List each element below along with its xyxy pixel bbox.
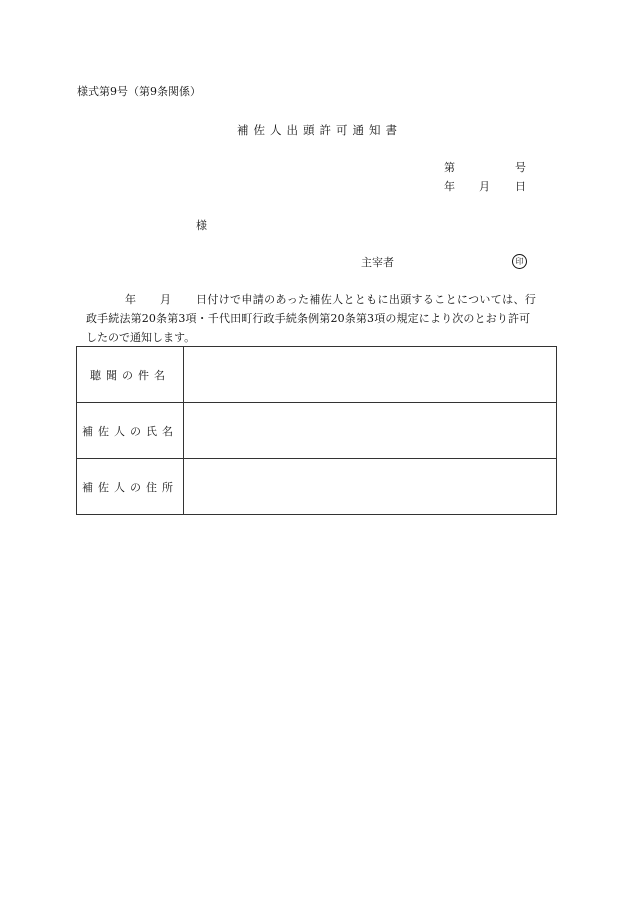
table-row (77, 459, 557, 515)
row-label: 聴聞の件名 (77, 347, 184, 403)
body-line-1: 日付けで申請のあった補佐人とともに出頭することについては、行 (196, 293, 537, 306)
date-month: 月 (479, 180, 490, 193)
body-line-3: したので通知します。 (86, 331, 196, 344)
form-number: 様式第9号（第9条関係） (77, 85, 201, 98)
row-value (184, 347, 557, 403)
seal-mark: 印 (512, 254, 527, 269)
date-year: 年 (444, 180, 455, 193)
table-row (77, 403, 557, 459)
table-row (77, 347, 557, 403)
body-month: 月 (160, 293, 171, 306)
issuer-label: 主宰者 (361, 256, 394, 269)
row-label: 補佐人の氏名 (77, 403, 184, 459)
info-table (76, 346, 557, 515)
body-year: 年 (125, 293, 136, 306)
date-day: 日 (515, 180, 526, 193)
row-label: 補佐人の住所 (77, 459, 184, 515)
body-line-2: 政手続法第20条第3項・千代田町行政手続条例第20条第3項の規定により次のとおり許可 (86, 312, 531, 325)
addressee-suffix: 様 (196, 219, 207, 232)
ref-dai: 第 (444, 161, 455, 174)
row-value (184, 403, 557, 459)
ref-go: 号 (515, 161, 526, 174)
document-title: 補佐人出頭許可通知書 (237, 123, 402, 137)
row-value (184, 459, 557, 515)
